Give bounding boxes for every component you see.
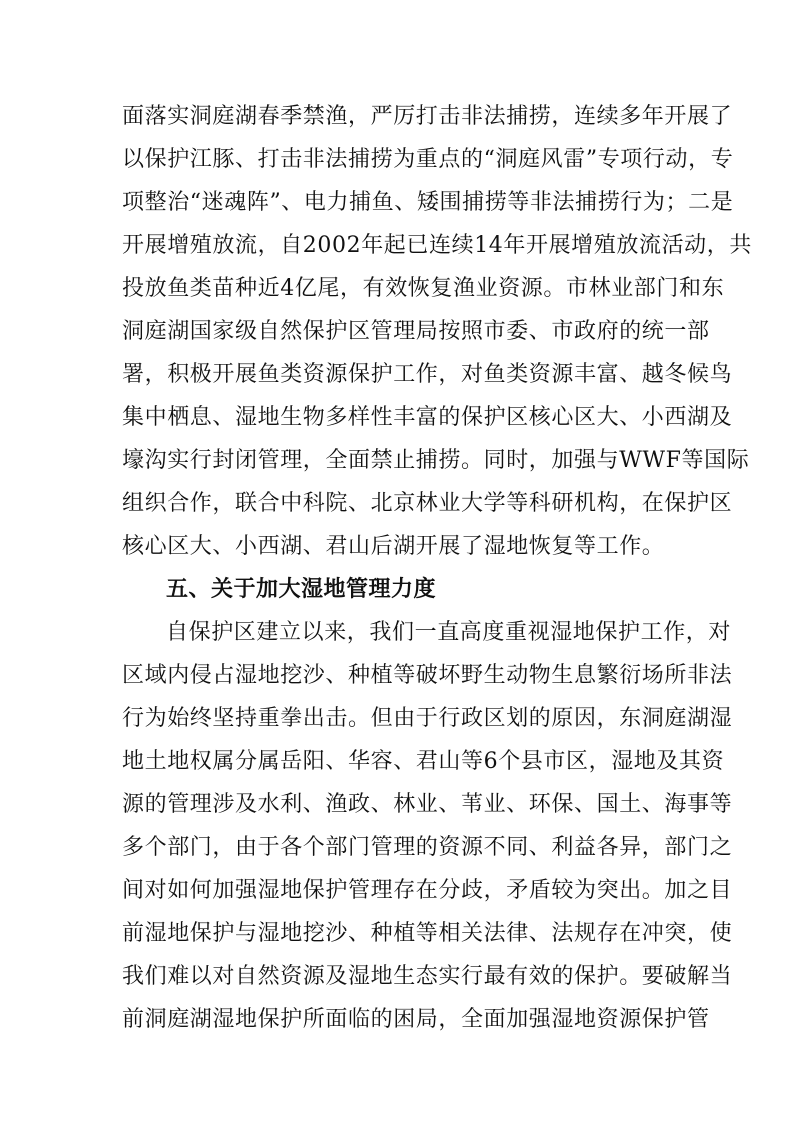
text-line: 组织合作，联合中科院、北京林业大学等科研机构，在保护区 xyxy=(122,491,733,516)
text-line: 源的管理涉及水利、渔政、林业、苇业、环保、国土、海事等 xyxy=(122,792,733,817)
text-line: 署，积极开展鱼类资源保护工作，对鱼类资源丰富、越冬候鸟 xyxy=(122,362,733,387)
text-line: 多个部门，由于各个部门管理的资源不同、利益各异，部门之 xyxy=(122,835,733,860)
text-line: 壕沟实行封闭管理，全面禁止捕捞。同时，加强与WWF等国际 xyxy=(122,448,750,473)
text-line: 前湿地保护与湿地挖沙、种植等相关法律、法规存在冲突，使 xyxy=(122,921,733,946)
text-line: 开展增殖放流，自2002年起已连续14年开展增殖放流活动，共 xyxy=(122,233,752,258)
text-line: 区域内侵占湿地挖沙、种植等破坏野生动物生息繁衍场所非法 xyxy=(122,663,733,688)
text-line: 投放鱼类苗种近4亿尾，有效恢复渔业资源。市林业部门和东 xyxy=(122,276,725,301)
text-line: 面落实洞庭湖春季禁渔，严厉打击非法捕捞，连续多年开展了 xyxy=(122,104,733,129)
text-line: 我们难以对自然资源及湿地生态实行最有效的保护。要破解当 xyxy=(122,964,733,989)
section-heading: 五、关于加大湿地管理力度 xyxy=(166,577,437,602)
text-line: 自保护区建立以来，我们一直高度重视湿地保护工作，对 xyxy=(166,620,732,645)
text-line: 洞庭湖国家级自然保护区管理局按照市委、市政府的统一部 xyxy=(122,319,710,344)
text-line: 间对如何加强湿地保护管理存在分歧，矛盾较为突出。加之目 xyxy=(122,878,733,903)
text-line: 以保护江豚、打击非法捕捞为重点的“洞庭风雷”专项行动，专 xyxy=(122,147,734,172)
text-line: 行为始终坚持重拳出击。但由于行政区划的原因，东洞庭湖湿 xyxy=(122,706,733,731)
text-line: 前洞庭湖湿地保护所面临的困局，全面加强湿地资源保护管 xyxy=(122,1007,710,1032)
text-line: 核心区大、小西湖、君山后湖开展了湿地恢复等工作。 xyxy=(122,534,665,559)
text-line: 地土地权属分属岳阳、华容、君山等6个县市区，湿地及其资 xyxy=(122,749,725,774)
text-line: 集中栖息、湿地生物多样性丰富的保护区核心区大、小西湖及 xyxy=(122,405,733,430)
text-line: 项整治“迷魂阵”、电力捕鱼、矮围捕捞等非法捕捞行为；二是 xyxy=(122,190,734,215)
